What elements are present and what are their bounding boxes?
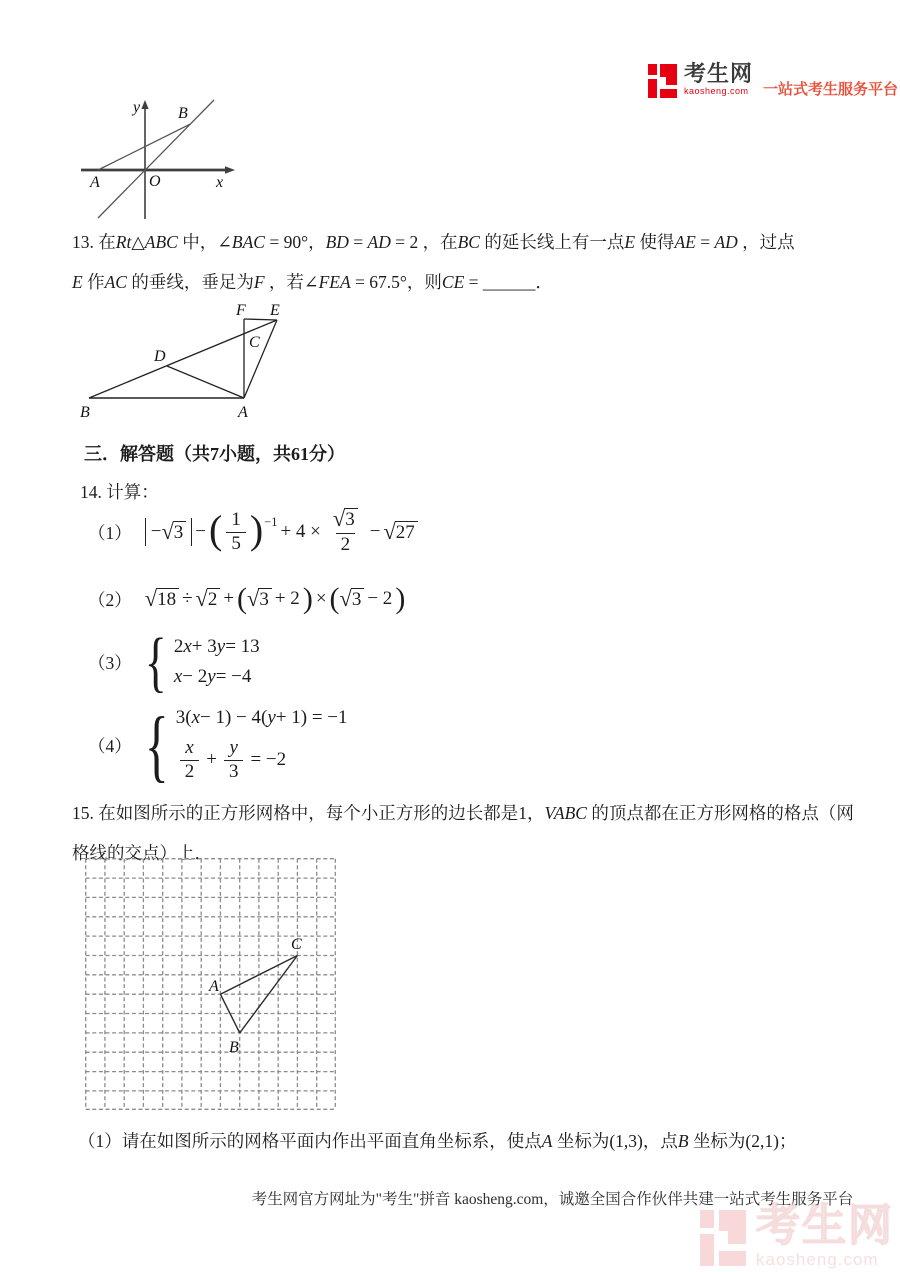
formula-14-4 xyxy=(88,700,348,790)
question-15-sub1: （1）请在如图所示的网格平面内作出平面直角坐标系，使点A 坐标为(1,3)，点B 坐标为(2,1)； xyxy=(78,1131,797,1151)
grid-label-c: C xyxy=(291,936,302,953)
tri-label-b: B xyxy=(80,404,90,421)
formula-14-1: （1） − √ 3 − ( $\frac{1}{5}$ ) −1 + 4 × √ 3 2 − √ 27 xyxy=(88,504,418,560)
system-brace: { xyxy=(144,624,167,699)
question-13-line1: 13. 在Rt△ABC 中，∠BAC = 90°，BD = AD = 2 ，在BC 的延长线上有一点E 使得AE = AD ，过点 xyxy=(72,232,795,252)
site-logo xyxy=(648,62,898,99)
question-15-line2: 格线的交点）上． xyxy=(72,843,212,863)
formula-1-number: （1） xyxy=(88,522,132,543)
formula-2-number: （2） xyxy=(88,589,132,610)
grid-figure xyxy=(85,858,336,1110)
axes-label-a: A xyxy=(90,174,100,191)
equation-system xyxy=(144,700,348,790)
axes-label-x: x xyxy=(216,174,224,191)
logo-name: 考生网 xyxy=(684,61,754,86)
axes-label-y: y xyxy=(133,99,141,116)
equation-system xyxy=(144,624,260,699)
formula-4-number: （4） xyxy=(88,735,132,756)
kaosheng-watermark-icon xyxy=(700,1210,746,1266)
watermark-domain: kaosheng.com xyxy=(756,1250,879,1269)
section-3-heading: 三．解答题（共7小题，共61分） xyxy=(84,444,345,464)
logo-domain: kaosheng.com xyxy=(684,86,749,96)
axes-figure xyxy=(78,98,240,222)
system-line-2: x − 2 y = −4 xyxy=(173,666,252,687)
question-13-line2: E 作AC 的垂线，垂足为F ，若∠FEA = 67.5°，则CE = ______． xyxy=(72,272,553,292)
grid-label-b: B xyxy=(229,1039,239,1056)
tri-label-d: D xyxy=(154,348,166,365)
absolute-value: − √ 3 xyxy=(145,518,193,547)
question-13 xyxy=(72,222,864,302)
exponent: −1 xyxy=(264,514,278,529)
axes-label-b: B xyxy=(178,105,188,122)
grid-label-a: A xyxy=(209,978,219,995)
tri-label-e: E xyxy=(270,302,280,319)
system-line-1: 3( x − 1) − 4( y + 1) = −1 xyxy=(175,707,348,729)
fraction-1-5: $\frac{1}{5}$ xyxy=(226,509,246,555)
kaosheng-logo-icon xyxy=(648,64,678,98)
tri-label-c: C xyxy=(249,334,260,351)
system-brace: { xyxy=(144,700,169,790)
page-footer: 考生网官方网址为"考生"拼音 kaosheng.com，诚邀全国合作伙伴共建一站式考生服务平台 xyxy=(251,1191,854,1208)
tri-label-a: A xyxy=(238,404,248,421)
tri-label-f: F xyxy=(236,302,246,319)
watermark xyxy=(700,1201,894,1270)
formula-3-number: （3） xyxy=(88,652,132,673)
formula-14-3 xyxy=(88,626,260,698)
logo-tagline: 一站式考生服务平台 xyxy=(763,81,899,98)
question-15-line1: 15. 在如图所示的正方形网格中，每个小正方形的边长都是1，VABC 的顶点都在正方形网格的格点（网 xyxy=(72,803,854,823)
question-14-label: 14. 计算： xyxy=(80,482,159,502)
formula-14-2: （2） √ 18 ÷ √ 2 + ( √ 3 + 2 ) × ( √ 3 − 2 ) xyxy=(88,581,406,615)
system-line-2: $\frac{x}{2}$ + $\frac{y}{3}$ = −2 xyxy=(176,737,348,783)
triangle-figure xyxy=(76,302,291,424)
watermark-name: 考生网 xyxy=(756,1201,894,1250)
system-line-1: 2 x + 3 y = 13 xyxy=(173,636,260,657)
axes-label-o: O xyxy=(149,173,161,190)
sqrt-27: √ 27 xyxy=(383,521,417,544)
fraction-sqrt3-2: √ 3 2 xyxy=(328,508,363,556)
